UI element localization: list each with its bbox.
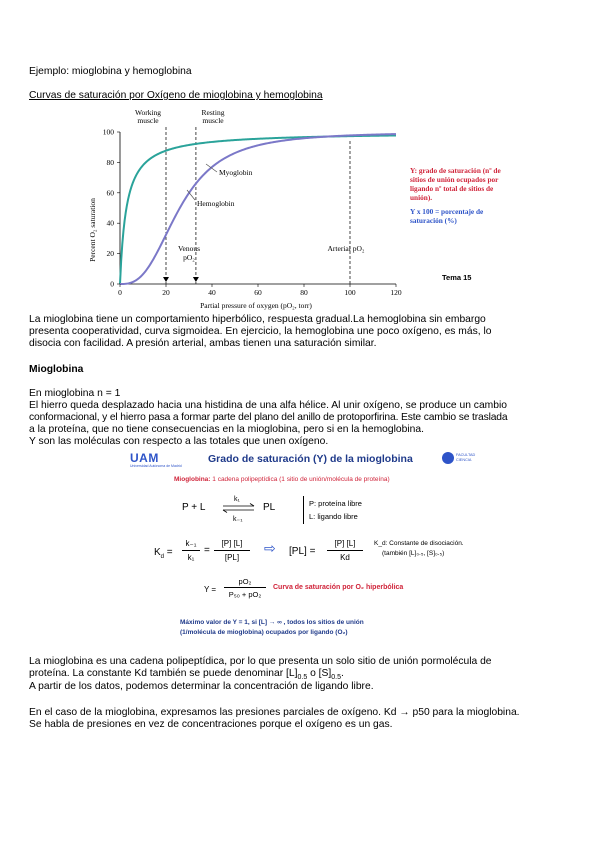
frac2-bar xyxy=(214,550,250,551)
reaction-left: P + L xyxy=(182,502,206,513)
frac1-num: k₋₁ xyxy=(185,539,197,548)
intro-line-1: La mioglobina tiene un comportamiento hiperbólico, respuesta gradual.La hemoglobina sin embargo xyxy=(29,314,486,325)
max-value-line-2: (1/molécula de mioglobina) ocupados por ligando (O₂) xyxy=(180,629,348,636)
tema-label: Tema 15 xyxy=(442,273,472,282)
kd-definition-1: K_d: Constante de disociación. xyxy=(374,540,464,547)
resting-label-2: muscle xyxy=(202,116,224,125)
uam-logo-sub: Universidad Autónoma de Madrid xyxy=(130,464,182,468)
note-line-5: Y x 100 = porcentaje de xyxy=(410,207,484,216)
chain-line-1: La mioglobina es una cadena polipeptídica, por lo que presenta un solo sitio de unión pormolécula de xyxy=(29,656,492,667)
note-line-6: saturación (%) xyxy=(410,216,457,225)
y-tick-label: 60 xyxy=(106,188,114,198)
frac4-den: P₅₀ + pO₂ xyxy=(228,590,262,599)
x-tick-label: 60 xyxy=(254,288,262,297)
myoglobin-label: Myoglobin xyxy=(219,168,253,177)
slide-subtitle: Mioglobina: 1 cadena polipeptídica (1 sitio de unión/molécula de proteína) xyxy=(174,476,390,483)
k1-label: k₁ xyxy=(234,496,240,503)
arterial-label: Arterial pO₂ xyxy=(327,244,365,253)
reaction-right: PL xyxy=(263,502,276,513)
intro-line-3: disocia con facilidad. A presión arterial, ambas tienen una saturación similar. xyxy=(29,338,377,349)
uam-logo: UAM xyxy=(130,451,159,465)
equals-sign-1: = xyxy=(204,545,210,556)
y-tick-label: 100 xyxy=(102,127,114,137)
myo-line-2: El hierro queda desplazado hacia una histidina de una alfa hélice. Al unir oxígeno, se produce un cambio xyxy=(29,400,507,411)
y-axis-label: Percent O₂ saturation xyxy=(88,198,97,262)
pl-lhs: [PL] = xyxy=(289,546,316,557)
x-tick-label: 120 xyxy=(390,288,402,297)
note-line-2: sitios de unión ocupados por xyxy=(410,175,499,184)
y-tick-label: 0 xyxy=(110,279,114,289)
frac1-den: k₁ xyxy=(187,553,195,562)
frac2-den: [PL] xyxy=(224,553,240,562)
kd-lhs: $K_d$ = xyxy=(154,547,173,560)
myoglobin-heading: Mioglobina xyxy=(29,364,84,375)
resting-label-1: Resting xyxy=(201,108,225,117)
hemoglobin-curve xyxy=(120,134,396,284)
frac2-num: [P] [L] xyxy=(221,539,243,548)
legend-l: L: ligando libre xyxy=(309,512,358,521)
venous-label-1: Venous xyxy=(177,244,201,253)
x-tick-label: 80 xyxy=(300,288,308,297)
note-line-3: ligando nº total de sitios de xyxy=(410,184,494,193)
hyperbolic-curve-label: Curva de saturación por O₂ hiperbólica xyxy=(273,584,404,591)
frac1-bar xyxy=(182,550,200,551)
frac3-bar xyxy=(327,550,363,551)
frac4-bar xyxy=(224,587,266,588)
legend-p: P: proteína libre xyxy=(309,499,362,508)
saturation-chart-figure xyxy=(86,101,534,312)
implies-arrow-icon: ⇨ xyxy=(264,540,276,556)
hemoglobin-label: Hemoglobin xyxy=(197,199,235,208)
myo-line-5: Y son las moléculas con respecto a las totales que unen oxígeno. xyxy=(29,436,329,447)
faculty-logo-text: FACULTAD CIENCIA xyxy=(456,453,476,462)
y-lhs: Y = xyxy=(204,585,217,594)
note-line-4: unión). xyxy=(410,193,433,202)
example-title: Ejemplo: mioglobina y hemoglobina xyxy=(29,66,192,77)
y-tick-label: 20 xyxy=(106,249,114,259)
equilibrium-arrows-icon xyxy=(222,503,256,513)
chain-line-3: A partir de los datos, podemos determinar la concentración de ligando libre. xyxy=(29,681,374,692)
myo-line-3: conformacional, y el hierro pasa a formar parte del plano del anillo de protoporfirina. Este cambio se traslada xyxy=(29,412,508,423)
saturation-chart xyxy=(86,101,534,312)
tick-arrow-icon xyxy=(163,277,169,282)
x-axis-label: Partial pressure of oxygen (pO₂, torr) xyxy=(200,301,312,310)
y-tick-label: 80 xyxy=(106,157,114,167)
pp-line-1: En el caso de la mioglobina, expresamos las presiones parciales de oxígeno. Kd → p50 para la mioglobina. xyxy=(29,707,520,718)
working-label-2: muscle xyxy=(137,116,159,125)
curves-heading: Curvas de saturación por Oxígeno de mioglobina y hemoglobina xyxy=(29,90,323,101)
slide-title: Grado de saturación (Y) de la mioglobina xyxy=(208,453,413,465)
frac4-num: pO₂ xyxy=(238,577,252,586)
intro-line-2: presenta cooperatividad, curva sigmoidea. En ejercicio, la hemoglobina une poco oxígeno, es más, lo xyxy=(29,326,492,337)
note-line-1: Y: grado de saturación (nº de xyxy=(410,166,501,175)
y-tick-label: 40 xyxy=(106,218,114,228)
faculty-logo-icon xyxy=(442,452,454,464)
working-label-1: Working xyxy=(134,108,162,117)
tick-arrow-icon xyxy=(193,277,199,282)
pp-line-2: Se habla de presiones en vez de concentraciones porque el oxígeno es un gas. xyxy=(29,719,393,730)
x-tick-label: 40 xyxy=(208,288,216,297)
kd-definition-2: (también [L]₀.₅, [S]₀.₅) xyxy=(382,550,445,557)
x-tick-label: 0 xyxy=(118,288,122,297)
myoglobin-slide xyxy=(124,450,480,646)
legend-bracket xyxy=(303,496,304,524)
venous-label-2: pO₂ xyxy=(183,253,195,262)
frac3-den: Kd xyxy=(340,553,350,562)
x-tick-label: 100 xyxy=(344,288,356,297)
x-tick-label: 20 xyxy=(162,288,170,297)
myo-line-4: a la proteína, que no tiene consecuencias en la mioglobina, pero si en la hemoglobina. xyxy=(29,424,424,435)
k-minus1-label: k₋₁ xyxy=(233,516,243,523)
myoglobin-curve xyxy=(120,135,396,284)
frac3-num: [P] [L] xyxy=(334,539,356,548)
chain-line-2: proteína. La constante Kd también se puede denominar $[L]_{0.5}$ o $[S]_{0.5}$. xyxy=(29,668,344,682)
max-value-line-1: Máximo valor de Y = 1, si [L] → ∞ , todos los sitios de unión xyxy=(180,619,364,626)
myo-line-1: En mioglobina n = 1 xyxy=(29,388,121,399)
